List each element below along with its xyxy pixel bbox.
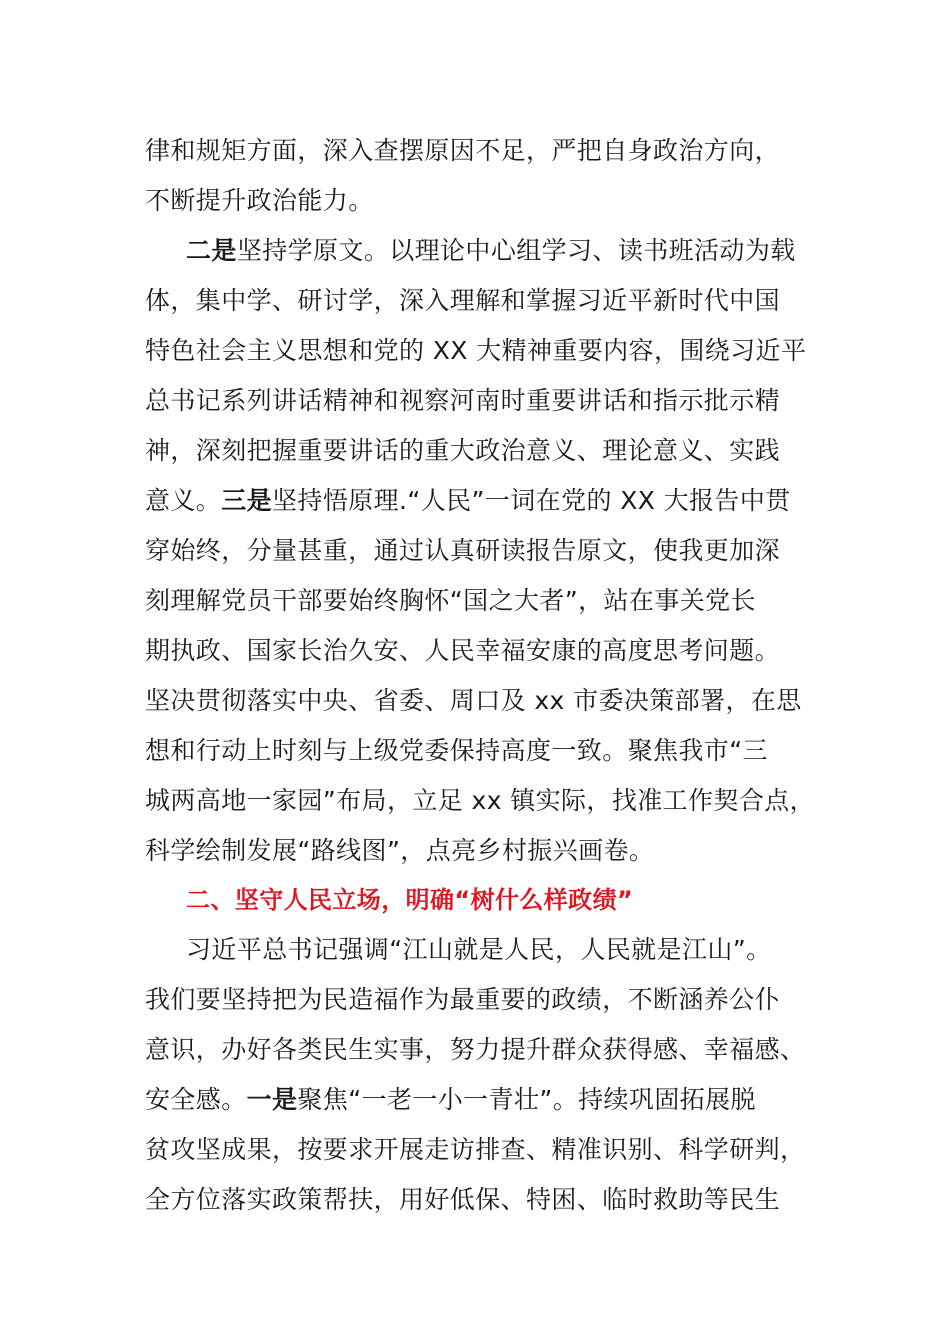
paragraph-line [145,486,791,516]
section-heading-text: 二、坚守人民立场，明确“树什么样政绩” [186,886,634,914]
line-text: 意识，办好各类民生实事，努力提升群众获得感、幸福感、 [145,1035,806,1064]
paragraph-line [145,136,780,166]
paragraph-line [186,935,772,965]
line-text: 总书记系列讲话精神和视察河南时重要讲话和指示批示精 [145,386,781,415]
line-text: 坚决贯彻落实中央、省委、周口及 xx 市委决策部署，在思 [145,686,802,715]
line-text: 习近平总书记强调“江山就是人民，人民就是江山”。 [186,935,772,964]
paragraph-line [145,336,806,366]
line-text: 城两高地一家园”布局，立足 xx 镇实际，找准工作契合点， [145,786,816,815]
line-text: 期执政、国家长治久安、人民幸福安康的高度思考问题。 [145,636,781,665]
line-text: 坚持悟原理.“人民”一词在党的 XX 大报告中贯 [272,486,791,515]
line-text: 意义。 [145,486,222,515]
paragraph-line [145,436,780,466]
line-text: 神，深刻把握重要讲话的重大政治意义、理论意义、实践 [145,436,781,465]
line-text: 体，集中学、研讨学，深入理解和掌握习近平新时代中国 [145,286,781,315]
line-text: 科学绘制发展“路线图”，点亮乡村振兴画卷。 [145,836,655,865]
paragraph-line [145,286,780,316]
line-text: 聚焦“一老一小一青壮”。持续巩固拓展脱 [297,1085,756,1114]
line-text: 穿始终，分量甚重，通过认真研读报告原文，使我更加深 [145,536,781,565]
paragraph-line [145,636,780,666]
paragraph-line [145,985,780,1015]
line-text: 全方位落实政策帮扶，用好低保、特困、临时救助等民生 [145,1185,781,1214]
line-text: 贫攻坚成果，按要求开展走访排查、精准识别、科学研判， [145,1135,806,1164]
bold-marker: 一是 [246,1085,298,1114]
paragraph-line [145,1085,756,1115]
line-text: 刻理解党员干部要始终胸怀“国之大者”，站在事关党长 [145,586,756,615]
paragraph-line [145,586,756,616]
paragraph-line [145,736,768,766]
paragraph-line [145,686,802,716]
line-text: 不断提升政治能力。 [145,186,374,215]
line-text: 律和规矩方面，深入查摆原因不足，严把自身政治方向， [145,136,781,165]
paragraph-line [145,386,780,416]
paragraph-line [186,236,796,266]
paragraph-line [145,1035,805,1065]
paragraph-line [145,1135,805,1165]
line-text: 想和行动上时刻与上级党委保持高度一致。聚焦我市“三 [145,736,768,765]
paragraph-line [145,536,780,566]
paragraph-line [145,1185,780,1215]
section-heading [186,885,633,915]
bold-marker: 二是 [186,236,237,265]
line-text: 特色社会主义思想和党的 XX 大精神重要内容，围绕习近平 [145,336,807,365]
line-text: 安全感。 [145,1085,247,1114]
line-text: 我们要坚持把为民造福作为最重要的政绩，不断涵养公仆 [145,985,781,1014]
bold-marker: 三是 [221,486,273,515]
paragraph-line [145,836,654,866]
paragraph-line [145,186,374,216]
line-text: 坚持学原文。以理论中心组学习、读书班活动为载 [236,236,796,265]
paragraph-line [145,786,815,816]
